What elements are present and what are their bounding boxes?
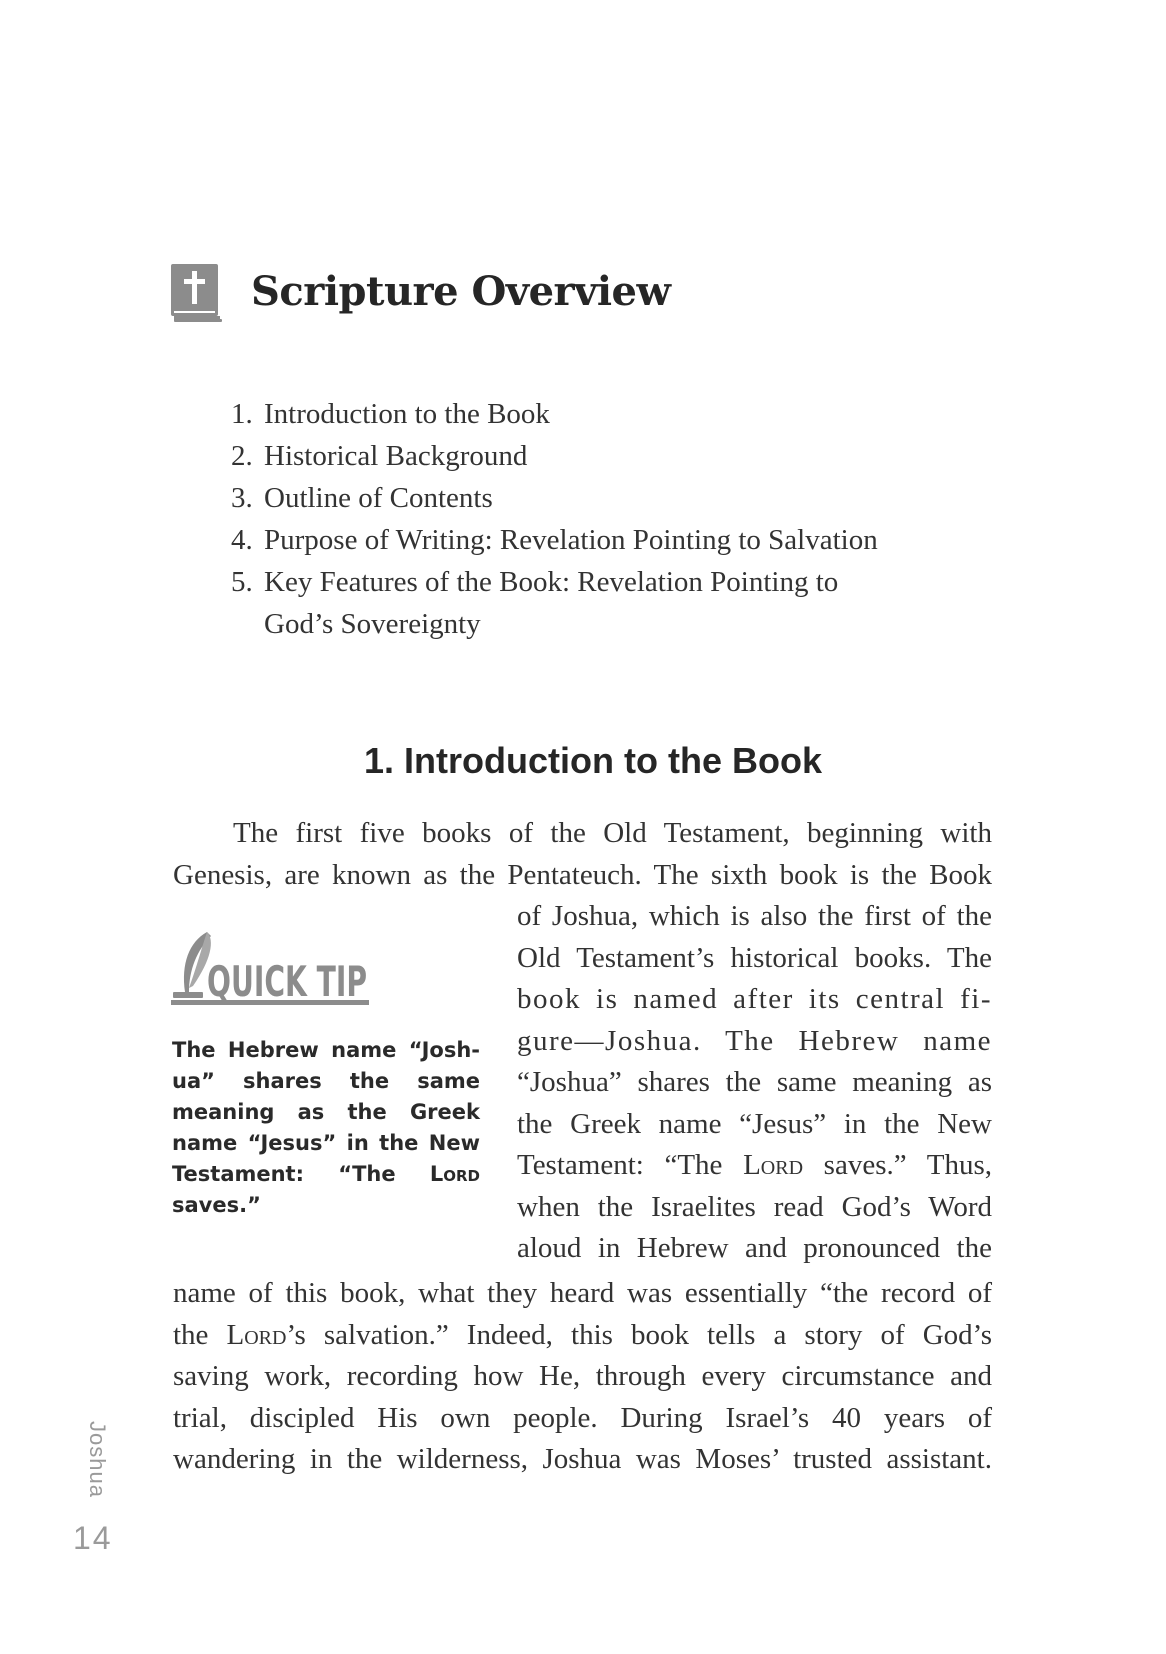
body-paragraph-column	[517, 896, 992, 1270]
tip-line	[172, 1159, 480, 1190]
tip-line: meaning as the Greek	[172, 1100, 480, 1124]
tip-line: ua” shares the same	[172, 1069, 480, 1093]
quick-tip-label: QUICK TIP	[207, 957, 367, 1006]
contents-item-number: 2.	[231, 440, 253, 472]
body-line: trial, discipled His own people. During Israel’s 40 years of	[173, 1401, 992, 1434]
tip-line: saves.”	[172, 1193, 261, 1217]
tip-line: name “Jesus” in the New	[172, 1131, 480, 1155]
body-line: Old Testament’s historical books. The	[517, 941, 992, 974]
body-line: book is named after its central fi-	[517, 983, 992, 1015]
contents-item-number: 5.	[231, 566, 253, 598]
contents-item	[231, 393, 951, 435]
body-line	[173, 1315, 992, 1357]
body-line-part: saves.” Thus,	[803, 1149, 992, 1181]
contents-item	[231, 519, 951, 561]
tip-line: The Hebrew name “Josh-	[172, 1038, 480, 1062]
contents-item-label: Historical Background	[264, 440, 528, 472]
contents-item-number: 1.	[231, 398, 253, 430]
body-line-part: the	[173, 1318, 227, 1351]
page-title: Scripture Overview	[251, 268, 671, 315]
body-line-part: Testament: “The	[517, 1149, 744, 1181]
body-line: of Joshua, which is also the first of the	[517, 900, 992, 932]
contents-item-number: 3.	[231, 482, 253, 514]
contents-item-label-line: God’s Sovereignty	[264, 608, 481, 640]
contents-item	[231, 435, 951, 477]
body-line: the Greek name “Jesus” in the New	[517, 1107, 992, 1140]
body-line: saving work, recording how He, through every circumstance and	[173, 1360, 992, 1392]
contents-item-label: Outline of Contents	[264, 482, 493, 514]
contents-item-number: 4.	[231, 524, 253, 556]
body-line: wandering in the wilderness, Joshua was Moses’ trusted assistant.	[173, 1443, 992, 1475]
contents-list	[231, 393, 951, 645]
body-line: The first five books of the Old Testament, beginning with	[233, 817, 992, 849]
body-line: aloud in Hebrew and pronounced the	[517, 1232, 992, 1264]
lord-small-caps: Lord	[429, 1162, 480, 1186]
body-line	[517, 1145, 992, 1187]
quill-inkpot-icon	[171, 930, 371, 1012]
body-line: name of this book, what they heard was essentially “the record of	[173, 1277, 992, 1309]
lord-small-caps: Lord	[743, 1149, 804, 1181]
body-line: when the Israelites read God’s Word	[517, 1190, 992, 1223]
bible-cross-icon	[171, 264, 222, 324]
contents-item	[231, 477, 951, 519]
body-line: gure—Joshua. The Hebrew name	[517, 1024, 992, 1057]
body-paragraph-bottom	[173, 1273, 992, 1481]
contents-item-label-line: Key Features of the Book: Revelation Pointing to	[264, 566, 839, 598]
running-head: Joshua	[85, 1421, 110, 1498]
body-line-part: ’s salvation.” Indeed, this book tells a story of God’s	[286, 1318, 993, 1351]
section-title: 1. Introduction to the Book	[364, 740, 822, 781]
body-line: “Joshua” shares the same meaning as	[517, 1066, 992, 1098]
body-line: Genesis, are known as the Pentateuch. The sixth book is the Book	[173, 858, 992, 891]
quick-tip-text	[172, 1035, 480, 1221]
tip-line-part: Testament: “The	[172, 1162, 430, 1186]
body-paragraph-top	[173, 813, 992, 896]
contents-item-label: Introduction to the Book	[264, 398, 550, 430]
page-number: 14	[73, 1520, 113, 1556]
lord-small-caps: Lord	[226, 1318, 287, 1351]
contents-item-label	[264, 561, 838, 645]
contents-item	[231, 561, 951, 645]
contents-item-label: Purpose of Writing: Revelation Pointing to Salvation	[264, 524, 878, 556]
